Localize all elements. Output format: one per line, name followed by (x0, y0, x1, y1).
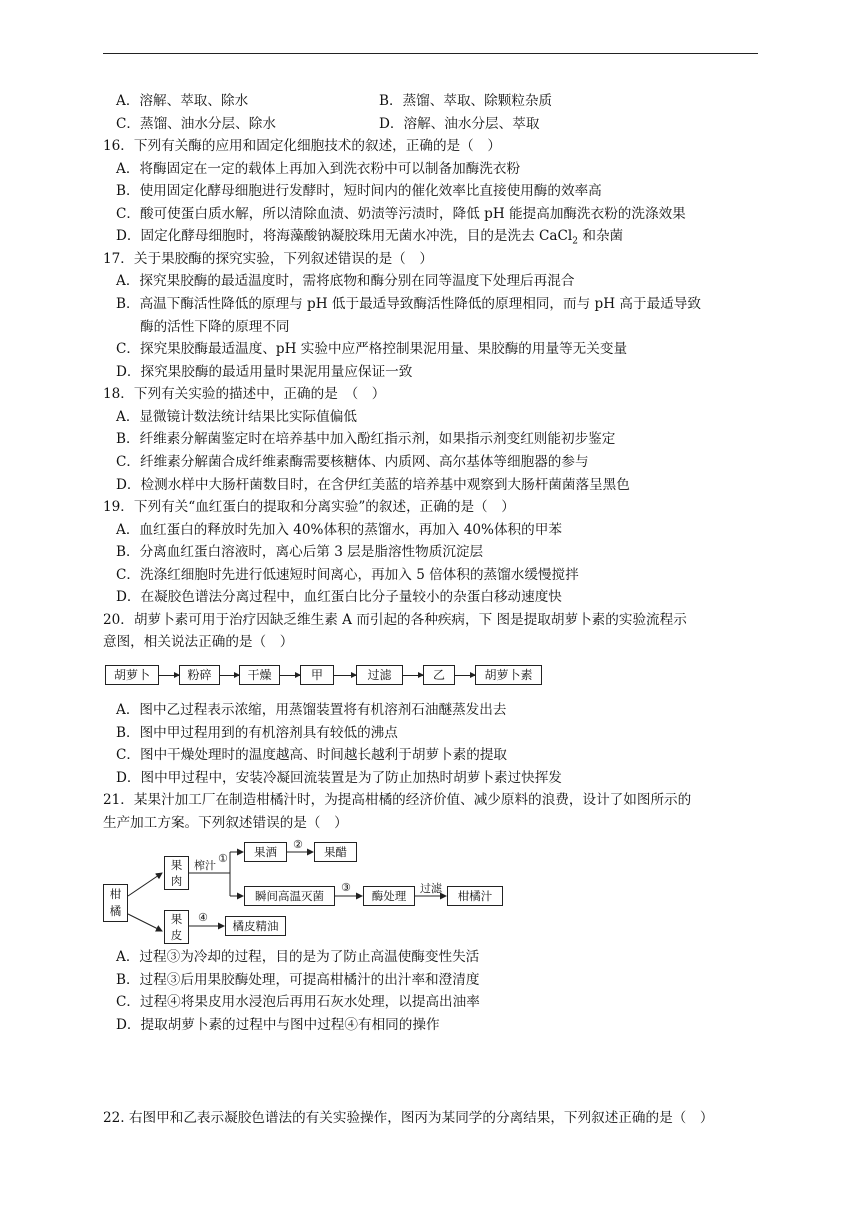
q15-option-d: D．溶解、油水分层、萃取 (379, 116, 540, 132)
q19-option-d: D．在凝胶色谱法分离过程中，血红蛋白比分子量较小的杂蛋白移动速度快 (116, 589, 562, 605)
label-step-3: ③ (341, 881, 351, 894)
q20-option-b: B．图中甲过程用到的有机溶剂具有较低的沸点 (116, 725, 398, 741)
q19-option-a: A．血红蛋白的释放时先加入 40%体积的蒸馏水，再加入 40%体积的甲苯 (116, 522, 562, 538)
q15-option-c: C．蒸馏、油水分层、除水 (116, 116, 276, 132)
q18-option-b: B．纤维素分解菌鉴定时在培养基中加入酚红指示剂，如果指示剂变红则能初步鉴定 (116, 431, 616, 447)
q21-stem-line2: 生产加工方案。下列叙述错误的是（ ） (103, 815, 348, 831)
q17-option-a: A．探究果胶酶的最适温度时，需将底物和酶分别在同等温度下处理后再混合 (116, 273, 575, 289)
q21-option-c: C．过程④将果皮用水浸泡后再用石灰水处理，以提高出油率 (116, 994, 480, 1010)
label-step-1: ① (218, 852, 228, 865)
box-citrus: 柑橘 (103, 884, 128, 922)
q17-option-d: D．探究果胶酶的最适用量时果泥用量应保证一致 (116, 364, 413, 380)
q16-stem: 16．下列有关酶的应用和固定化细胞技术的叙述，正确的是（ ） (103, 138, 501, 154)
box-peel-oil: 橘皮精油 (225, 916, 286, 936)
q16-option-d: D．固定化酵母细胞时，将海藻酸钠凝胶珠用无菌水冲洗，目的是洗去 CaCl$_2$ 和杂菌 (116, 228, 624, 247)
q20-option-d: D．图中甲过程中，安装冷凝回流装置是为了防止加热时胡萝卜素过快挥发 (116, 770, 562, 786)
box-enzyme-treatment: 酶处理 (363, 886, 415, 906)
box-peel: 果皮 (164, 910, 189, 944)
q19-stem: 19．下列有关“血红蛋白的提取和分离实验”的叙述，正确的是（ ） (103, 499, 515, 515)
q18-option-a: A．显微镜计数法统计结果比实际值偏低 (116, 409, 357, 425)
label-step-4: ④ (198, 911, 208, 924)
box-pulp: 果肉 (164, 856, 189, 890)
q20-option-a: A．图中乙过程表示浓缩，用蒸馏装置将有机溶剂石油醚蒸发出去 (116, 702, 507, 718)
q16-option-a: A．将酶固定在一定的载体上再加入到洗衣粉中可以制备加酶洗衣粉 (116, 161, 521, 177)
q16-option-c: C．酸可使蛋白质水解，所以清除血渍、奶渍等污渍时，降低 pH 能提高加酶洗衣粉的洗涤效果 (116, 206, 686, 222)
q22-stem: 22. 右图甲和乙表示凝胶色谱法的有关实验操作，图丙为某同学的分离结果，下列叙述正确的是（ ） (103, 1110, 714, 1126)
q15-option-a: A．溶解、萃取、除水 (116, 93, 249, 109)
flow-box-yi: 乙 (423, 665, 455, 685)
flow-box-carrot: 胡萝卜 (105, 665, 159, 685)
box-fruit-vinegar: 果醋 (314, 842, 357, 862)
flow-box-carotene: 胡萝卜素 (475, 665, 542, 685)
q21-option-d: D．提取胡萝卜素的过程中与图中过程④有相同的操作 (116, 1017, 440, 1033)
flow-box-jia: 甲 (300, 665, 334, 685)
q15-option-b: B．蒸馏、萃取、除颗粒杂质 (379, 93, 553, 109)
q18-option-c: C．纤维素分解菌合成纤维素酶需要核糖体、内质网、高尔基体等细胞器的参与 (116, 454, 589, 470)
q16-option-b: B．使用固定化酵母细胞进行发酵时，短时间内的催化效率比直接使用酶的效率高 (116, 183, 602, 199)
q17-option-b-line1: B．高温下酶活性降低的原理与 pH 低于最适导致酶活性降低的原理相同，而与 pH 高于最适导致 (116, 296, 701, 312)
q19-option-b: B．分离血红蛋白溶液时，离心后第 3 层是脂溶性物质沉淀层 (116, 544, 484, 560)
label-juicing: 榨汁 (194, 859, 216, 872)
q21-option-b: B．过程③后用果胶酶处理，可提高柑橘汁的出汁率和澄清度 (116, 972, 480, 988)
q20-stem-line2: 意图，相关说法正确的是（ ） (103, 634, 294, 650)
q20-stem-line1: 20．胡萝卜素可用于治疗因缺乏维生素 A 而引起的各种疾病，下 图是提取胡萝卜素的实验流程示 (103, 612, 687, 628)
q21-option-a: A．过程③为冷却的过程，目的是为了防止高温使酶变性失活 (116, 949, 480, 965)
q17-option-b-line2: 酶的活性下降的原理不同 (140, 319, 290, 335)
label-filter: 过滤 (420, 882, 442, 895)
q18-option-d: D．检测水样中大肠杆菌数目时，在含伊红美蓝的培养基中观察到大肠杆菌菌落呈黑色 (116, 477, 630, 493)
flow-box-filter: 过滤 (356, 665, 403, 685)
label-step-2: ② (293, 838, 303, 851)
q18-stem: 18．下列有关实验的描述中，正确的是 （ ） (103, 386, 386, 402)
flow-box-dry: 干燥 (239, 665, 280, 685)
q17-stem: 17．关于果胶酶的探究实验，下列叙述错误的是（ ） (103, 251, 433, 267)
flow-box-crush: 粉碎 (179, 665, 220, 685)
box-fruit-wine: 果酒 (244, 842, 287, 862)
box-flash-sterilize: 瞬间高温灭菌 (244, 886, 335, 906)
q17-option-c: C．探究果胶酶最适温度、pH 实验中应严格控制果泥用量、果胶酶的用量等无关变量 (116, 341, 628, 357)
q20-option-c: C．图中干燥处理时的温度越高、时间越长越利于胡萝卜素的提取 (116, 747, 508, 763)
q19-option-c: C．洗涤红细胞时先进行低速短时间离心，再加入 5 倍体积的蒸馏水缓慢搅拌 (116, 567, 579, 583)
box-orange-juice: 柑橘汁 (447, 886, 503, 906)
q21-stem-line1: 21．某果汁加工厂在制造柑橘汁时，为提高柑橘的经济价值、减少原料的浪费，设计了如图所示的 (103, 792, 692, 808)
